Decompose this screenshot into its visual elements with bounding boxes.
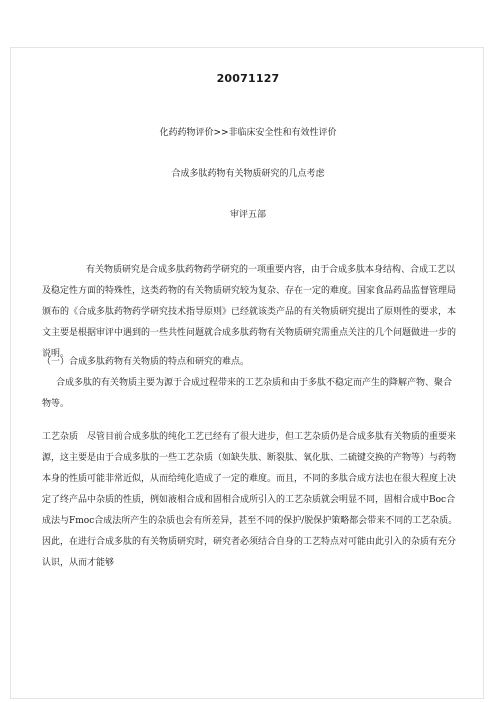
- page-title: 合成多肽药物有关物质研究的几点考虑: [171, 169, 325, 179]
- breadcrumb: 化药药物评价>>非临床安全性和有效性评价: [159, 128, 337, 138]
- paragraph-sources: 合成多肽的有关物质主要为源于合成过程带来的工艺杂质和由于多肽不稳定而产生的降解产物、聚合物等。: [42, 378, 453, 409]
- document-date: 20071127: [216, 72, 280, 85]
- section-heading: （一）合成多肽药物有关物质的特点和研究的难点。: [42, 357, 250, 367]
- paragraph-process-impurities: 工艺杂质 尽管目前合成多肽的纯化工艺已经有了很大进步，但工艺杂质仍是合成多肽有关物质的重要来源，这主要是由于合成多肽的一些工艺杂质（如缺失肽、断裂肽、氧化肽、二硫键交换的产物等）与药物本身的性质可能非常近似，从而给纯化造成了一定的难度。而且，不同的多肽合成方法也在很大程度上决定了终产品中杂质的性质，例如液相合成和固相合成所引入的工艺杂质就会明显不同，固相合成中Boc合成法与Fmoc合成法所产生的杂质也会有所差异，甚至不同的保护/脱保护策略都会带来不同的工艺杂质。因此，在进行合成多肽的有关物质研究时，研究者必须结合自身的工艺特点对可能由此引入的杂质有充分认识，从而才能够: [42, 432, 458, 568]
- author-department: 审评五部: [229, 210, 266, 220]
- paragraph-intro: 有关物质研究是合成多肽药物药学研究的一项重要内容，由于合成多肽本身结构、合成工艺以及稳定性方面的特殊性，这类药物的有关物质研究较为复杂、存在一定的难度。国家食品药品监督管理局颁布的《合成多肽药物药学研究技术指导原则》已经就该类产品的有关物质研究提出了原则性的要求，本文主要是根据审评中遇到的一些共性问题就合成多肽药物有关物质研究需重点关注的几个问题做进一步的说明。: [42, 265, 457, 359]
